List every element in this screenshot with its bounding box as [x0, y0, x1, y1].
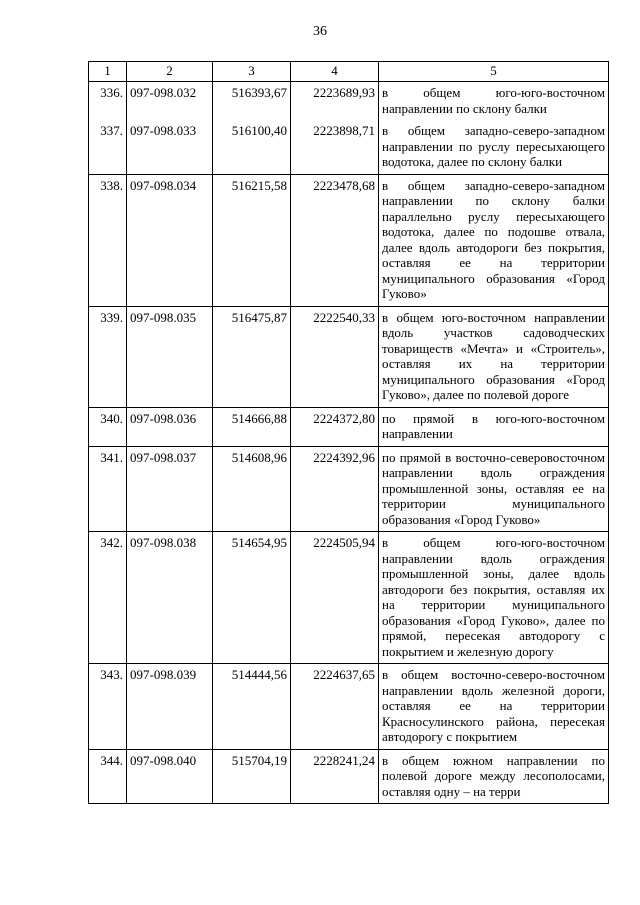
row-number: 343.: [89, 664, 127, 750]
coord-y: 2228241,24: [291, 749, 379, 804]
column-header: 3: [213, 62, 291, 82]
column-header: 1: [89, 62, 127, 82]
row-number: 344.: [89, 749, 127, 804]
table-row: [89, 407, 609, 446]
column-header: 2: [127, 62, 213, 82]
coord-y: 2223689,93: [291, 82, 379, 121]
table-row: [89, 82, 609, 121]
table-row: [89, 306, 609, 407]
coord-x: 514444,56: [213, 664, 291, 750]
row-number: 337.: [89, 120, 127, 174]
point-code: 097-098.033: [127, 120, 213, 174]
row-number: 340.: [89, 407, 127, 446]
boundary-description: по прямой в юго-юго-восточном направлении: [379, 407, 609, 446]
boundary-description: в общем юго-юго-восточном направлении по склону балки: [379, 82, 609, 121]
column-header: 4: [291, 62, 379, 82]
coord-y: 2224392,96: [291, 446, 379, 532]
boundary-description: по прямой в восточно-северовосточном направлении вдоль ограждения промышленной зоны, оставляя ее на территории муниципального образования «Город Гуково»: [379, 446, 609, 532]
point-code: 097-098.037: [127, 446, 213, 532]
coord-y: 2224372,80: [291, 407, 379, 446]
coord-x: 516393,67: [213, 82, 291, 121]
coord-x: 515704,19: [213, 749, 291, 804]
table-row: [89, 446, 609, 532]
point-code: 097-098.036: [127, 407, 213, 446]
boundary-description: в общем западно-северо-западном направлении по руслу пересыхающего водотока, далее по склону балки: [379, 120, 609, 174]
row-number: 341.: [89, 446, 127, 532]
point-code: 097-098.039: [127, 664, 213, 750]
row-number: 339.: [89, 306, 127, 407]
coord-x: 514666,88: [213, 407, 291, 446]
header-row: [89, 62, 609, 82]
point-code: 097-098.034: [127, 174, 213, 306]
point-code: 097-098.032: [127, 82, 213, 121]
table-row: [89, 664, 609, 750]
table-row: [89, 749, 609, 804]
coord-x: 516475,87: [213, 306, 291, 407]
point-code: 097-098.040: [127, 749, 213, 804]
boundary-description: в общем западно-северо-западном направлении по склону балки параллельно руслу пересыхающего водотока, далее по подошве отвала, далее вдоль автодороги без покрытия, оставляя ее на территории муниципального образования «Город Гуково»: [379, 174, 609, 306]
boundary-description: в общем восточно-северо-восточном направлении вдоль железной дороги, оставляя ее на территории Красносулинского района, пересекая автодорогу с покрытием: [379, 664, 609, 750]
table-row: [89, 174, 609, 306]
coord-x: 514608,96: [213, 446, 291, 532]
point-code: 097-098.035: [127, 306, 213, 407]
coord-y: 2224637,65: [291, 664, 379, 750]
column-header: 5: [379, 62, 609, 82]
table-row: [89, 120, 609, 174]
coord-x: 516100,40: [213, 120, 291, 174]
boundary-table: [88, 61, 609, 804]
table-row: [89, 532, 609, 664]
point-code: 097-098.038: [127, 532, 213, 664]
coord-y: 2222540,33: [291, 306, 379, 407]
boundary-description: в общем юго-восточном направлении вдоль участков садоводческих товариществ «Мечта» и «Строитель», оставляя их на территории муниципального образования «Город Гуково», далее по полевой дороге: [379, 306, 609, 407]
page-number: 36: [313, 24, 327, 39]
row-number: 336.: [89, 82, 127, 121]
boundary-description: в общем южном направлении по полевой дороге между лесополосами, оставляя одну – на терри: [379, 749, 609, 804]
coord-x: 514654,95: [213, 532, 291, 664]
coord-y: 2224505,94: [291, 532, 379, 664]
row-number: 342.: [89, 532, 127, 664]
boundary-description: в общем юго-юго-восточном направлении вдоль ограждения промышленной зоны, далее вдоль автодороги без покрытия, оставляя их на территории муниципального образования «Город Гуково», далее по прямой, пересекая автодорогу с покрытием и железную дорогу: [379, 532, 609, 664]
coord-y: 2223478,68: [291, 174, 379, 306]
coord-x: 516215,58: [213, 174, 291, 306]
row-number: 338.: [89, 174, 127, 306]
coord-y: 2223898,71: [291, 120, 379, 174]
